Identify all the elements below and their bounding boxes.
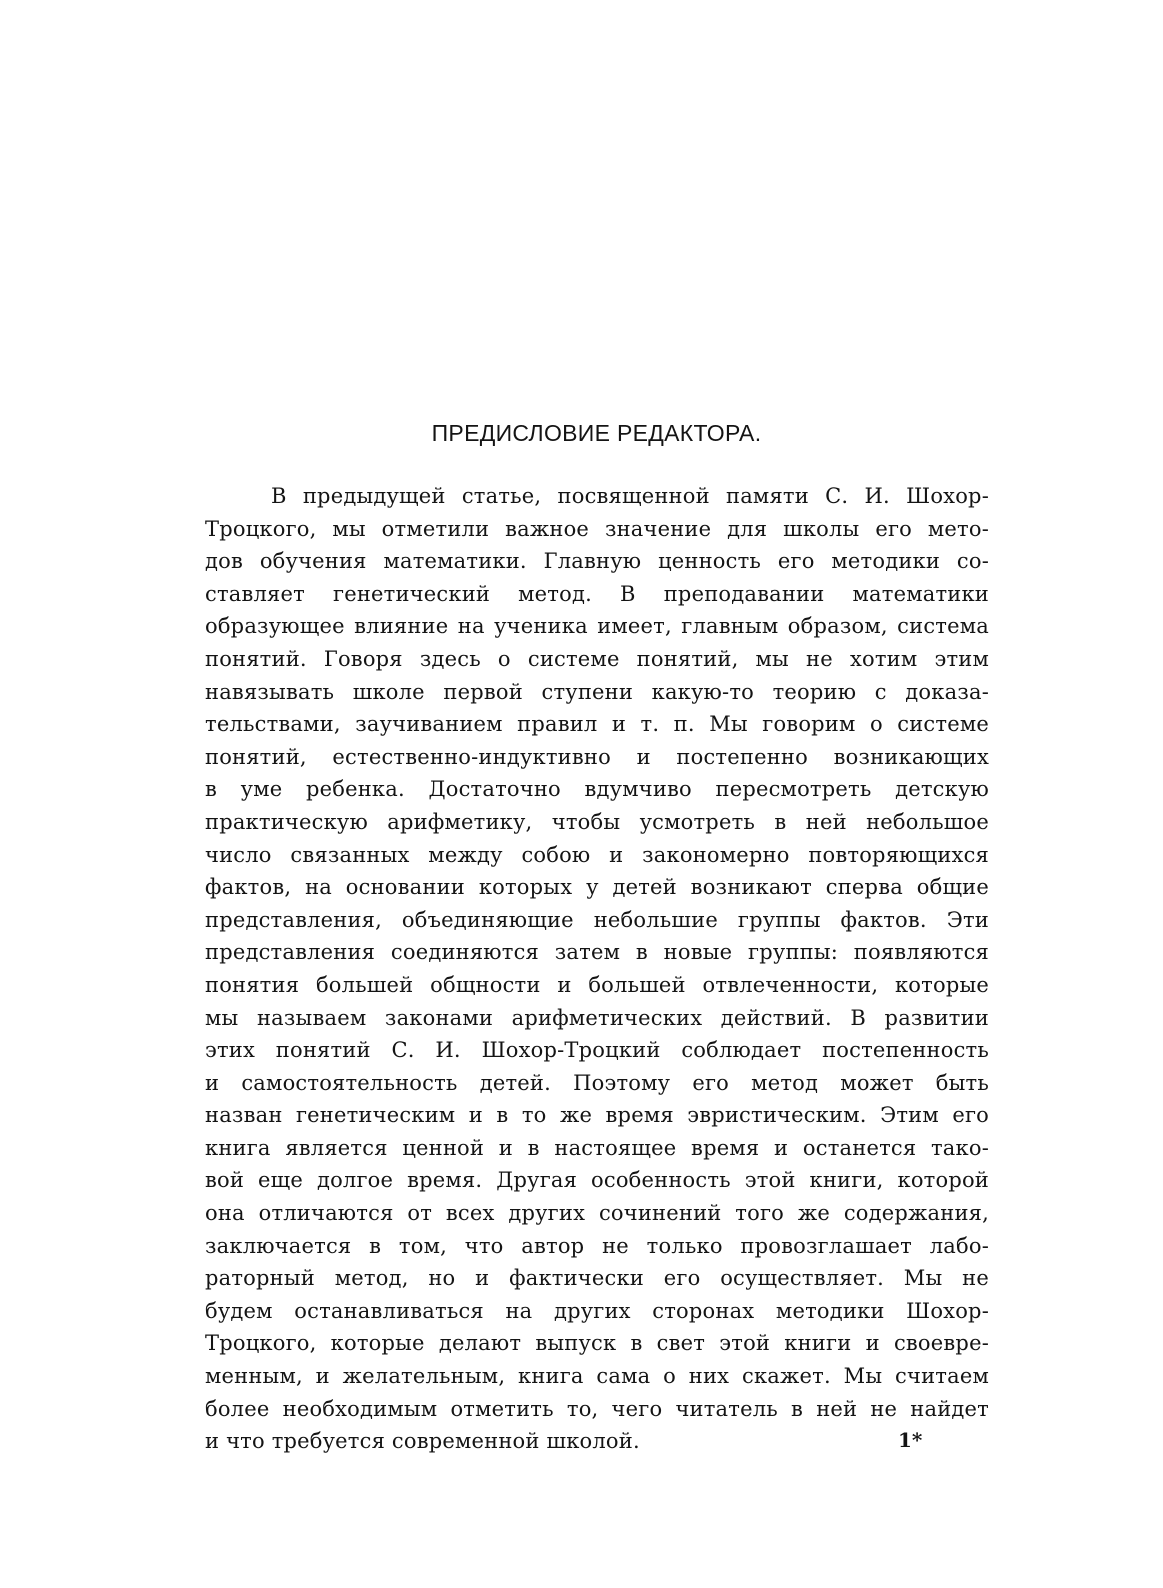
text-line: практическую арифметику, чтобы усмотреть в ней небольшое	[205, 809, 989, 834]
text-line: представления соединяются затем в новые группы: появляются	[205, 940, 989, 965]
text-line: ставляет генетический метод. В преподавании математики	[205, 581, 989, 606]
text-line: вой еще долгое время. Другая особенность этой книги, которой	[205, 1168, 989, 1193]
text-line: представления, объединяющие небольшие группы фактов. Эти	[205, 907, 989, 932]
text-line: заключается в том, что автор не только провозглашает лабо-	[205, 1233, 989, 1258]
text-line: число связанных между собою и закономерно повторяющихся	[205, 842, 989, 867]
text-line: раторный метод, но и фактически его осуществляет. Мы не	[205, 1266, 989, 1291]
text-line: назван генетическим и в то же время эвристическим. Этим его	[205, 1103, 989, 1128]
preface-paragraph	[205, 480, 989, 1458]
text-line: более необходимым отметить то, чего читатель в ней не найдет	[205, 1396, 989, 1421]
page-number: 1*	[898, 1428, 923, 1452]
text-line: понятий, естественно-индуктивно и постепенно возникающих	[205, 744, 989, 769]
text-line: менным, и желательным, книга сама о них скажет. Мы считаем	[205, 1364, 989, 1389]
text-line: мы называем законами арифметических действий. В развитии	[205, 1005, 989, 1030]
text-line: фактов, на основании которых у детей возникают сперва общие	[205, 875, 989, 900]
text-line: и что требуется современной школой.	[205, 1429, 640, 1454]
text-line: понятий. Говоря здесь о системе понятий, мы не хотим этим	[205, 646, 989, 671]
text-line: Троцкого, мы отметили важное значение для школы его мето-	[205, 516, 989, 541]
text-line: понятия большей общности и большей отвлеченности, которые	[205, 972, 989, 997]
text-line: навязывать школе первой ступени какую-то теорию с доказа-	[205, 679, 989, 704]
text-line: она отличаются от всех других сочинений того же содержания,	[205, 1201, 989, 1226]
text-line: книга является ценной и в настоящее время и останется тако-	[205, 1135, 989, 1160]
text-line: этих понятий С. И. Шохор-Троцкий соблюдает постепенность	[205, 1038, 989, 1063]
text-line: тельствами, заучиванием правил и т. п. Мы говорим о системе	[205, 712, 989, 737]
page-title: ПРЕДИСЛОВИЕ РЕДАКТОРА.	[431, 420, 762, 446]
text-line: и самостоятельность детей. Поэтому его метод может быть	[205, 1070, 989, 1095]
text-line: будем останавливаться на других сторонах методики Шохор-	[205, 1298, 989, 1323]
text-line: дов обучения математики. Главную ценность его методики со-	[205, 549, 989, 574]
text-line: образующее влияние на ученика имеет, главным образом, система	[205, 614, 989, 639]
text-line: В предыдущей статье, посвященной памяти С. И. Шохор-	[271, 484, 989, 508]
text-line: в уме ребенка. Достаточно вдумчиво пересмотреть детскую	[205, 777, 989, 802]
text-line: Троцкого, которые делают выпуск в свет этой книги и своевре-	[205, 1331, 989, 1356]
